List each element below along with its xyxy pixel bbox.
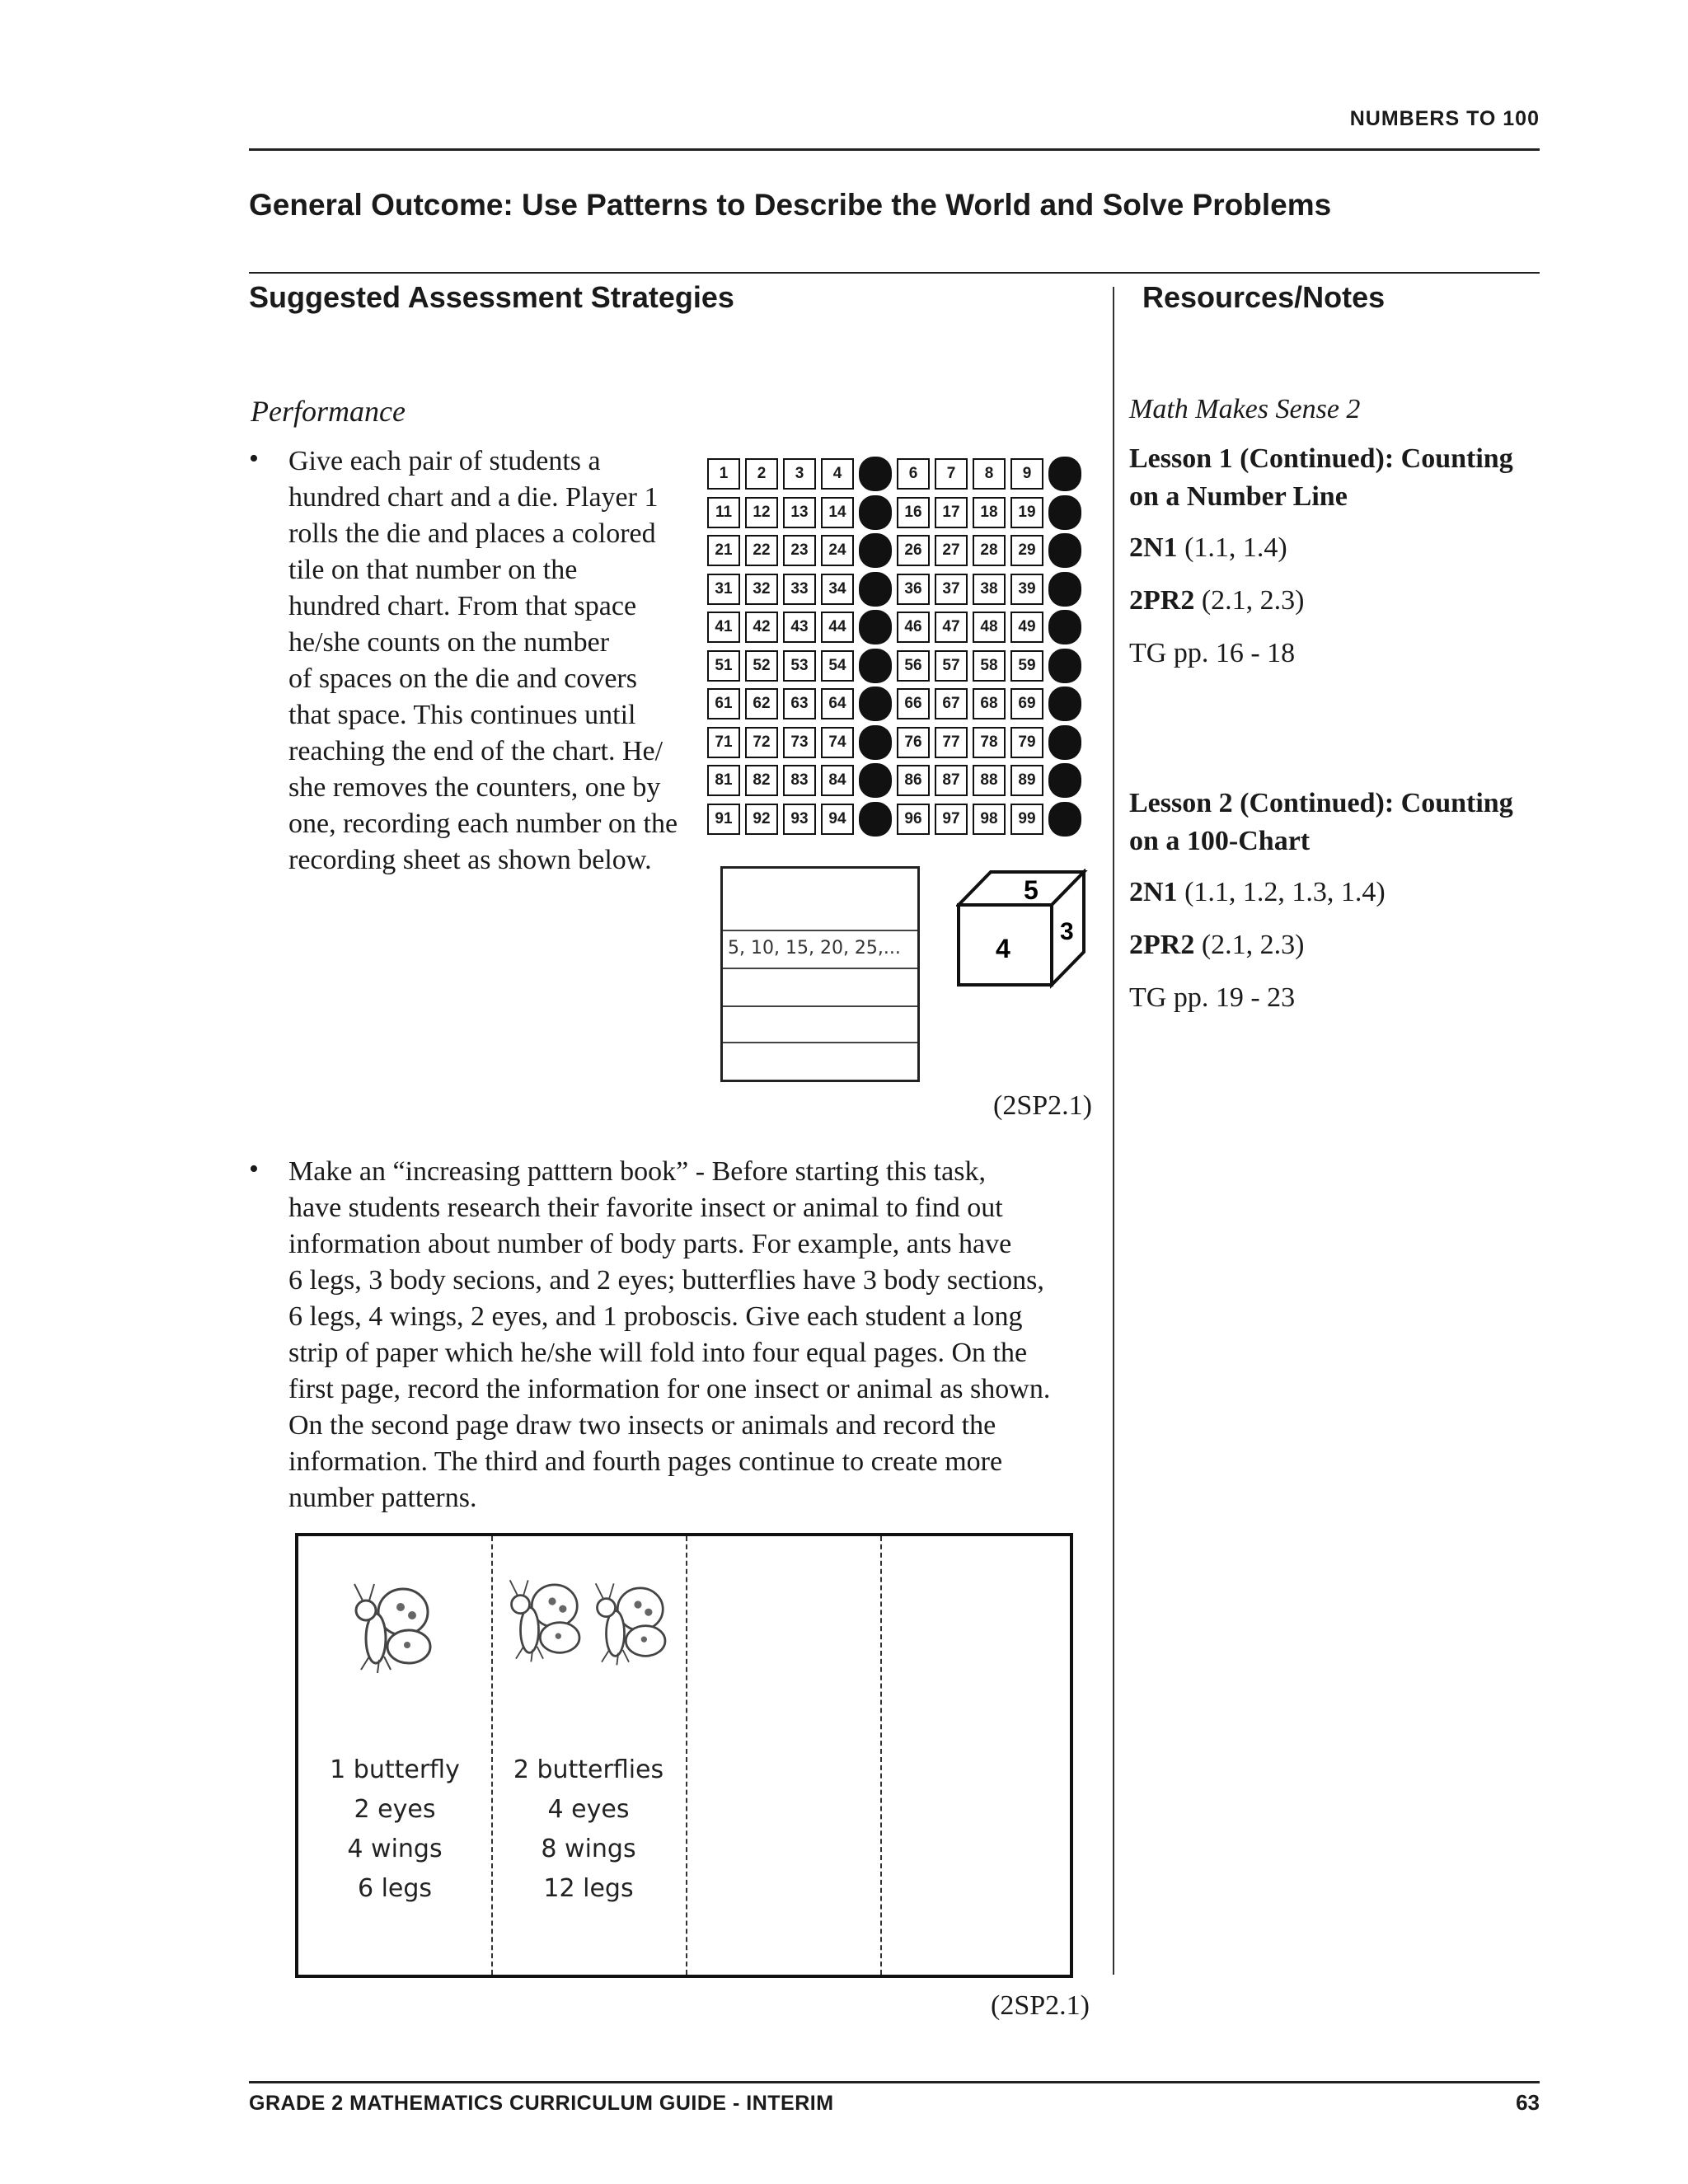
covered-tile: [1048, 687, 1081, 721]
item2-text: [288, 1154, 1104, 1516]
text-line: of spaces on the die and covers: [288, 663, 637, 694]
resources-column-heading: Resources/Notes: [1142, 280, 1386, 314]
book-line: 4 eyes: [547, 1795, 630, 1824]
hundred-chart-cell: 58: [973, 650, 1006, 682]
hundred-chart-cell: 53: [783, 650, 816, 682]
book-line: 4 wings: [347, 1835, 443, 1863]
hundred-chart-cell: 4: [821, 458, 854, 490]
hundred-chart-cell: 1: [707, 458, 740, 490]
book-page-2: [491, 1536, 686, 1975]
hundred-chart-cell: 56: [897, 650, 930, 682]
text-line: have students research their favorite insect or animal to find out: [288, 1193, 1003, 1223]
hundred-chart-cell: 89: [1010, 765, 1043, 796]
hundred-chart-cell: 79: [1010, 727, 1043, 758]
hundred-chart-cell: 18: [973, 497, 1006, 528]
text-line: hundred chart and a die. Player 1: [288, 482, 659, 513]
hundred-chart-cell: 32: [745, 574, 778, 605]
hundred-chart-cell: 64: [821, 688, 854, 719]
lesson-1-outcome: [1129, 582, 1525, 620]
hundred-chart-cell: 52: [745, 650, 778, 682]
text-line: On the second page draw two insects or animals and record the: [288, 1410, 996, 1441]
sheet-line: [723, 1042, 917, 1043]
general-outcome-title: General Outcome: Use Patterns to Describe the World and Solve Problems: [249, 188, 1332, 222]
book-line: 12 legs: [543, 1874, 634, 1903]
hundred-chart-cell: 47: [935, 612, 968, 643]
hundred-chart-cell: 61: [707, 688, 740, 719]
hundred-chart-cell: 48: [973, 612, 1006, 643]
book-line: 1 butterfly: [330, 1755, 460, 1784]
sheet-line: [723, 1005, 917, 1007]
covered-tile: [859, 533, 892, 568]
page-1-text: [298, 1750, 491, 1909]
hundred-chart-cell: 37: [935, 574, 968, 605]
book-page-1: [298, 1536, 491, 1975]
hundred-chart-cell: 14: [821, 497, 854, 528]
covered-tile: [1048, 649, 1081, 683]
running-header: NUMBERS TO 100: [1349, 107, 1540, 130]
die-icon: [956, 869, 1088, 989]
text-line: reaching the end of the chart. He/: [288, 736, 663, 766]
hundred-chart-cell: 77: [935, 727, 968, 758]
text-line: Give each pair of students a: [288, 446, 601, 476]
hundred-chart-cell: 73: [783, 727, 816, 758]
outcome-detail: (2.1, 2.3): [1194, 585, 1305, 616]
outcome-detail: (1.1, 1.4): [1177, 532, 1287, 563]
covered-tile: [1048, 572, 1081, 607]
covered-tile: [1048, 495, 1081, 530]
page-2-text: [491, 1750, 686, 1909]
hundred-chart-cell: 82: [745, 765, 778, 796]
text-line: he/she counts on the number: [288, 627, 610, 658]
book-page-4: [880, 1536, 1073, 1975]
hundred-chart-cell: 8: [973, 458, 1006, 490]
covered-tile: [859, 457, 892, 491]
recording-sheet-entry: 5, 10, 15, 20, 25,...: [728, 938, 901, 958]
assessment-column-heading: Suggested Assessment Strategies: [249, 280, 734, 314]
hundred-chart-cell: 24: [821, 535, 854, 566]
covered-tile: [859, 763, 892, 798]
butterfly-icon: [584, 1577, 674, 1668]
hundred-chart-cell: 46: [897, 612, 930, 643]
resource-book-title: Math Makes Sense 2: [1129, 394, 1361, 424]
lesson-1-title: Lesson 1 (Continued): Counting: [1129, 443, 1513, 474]
hundred-chart-cell: 26: [897, 535, 930, 566]
hundred-chart-cell: 81: [707, 765, 740, 796]
hundred-chart-cell: 92: [745, 804, 778, 835]
text-line: 6 legs, 4 wings, 2 eyes, and 1 proboscis. Give each student a long: [288, 1301, 1023, 1332]
text-line: 6 legs, 3 body secions, and 2 eyes; butterflies have 3 body sections,: [288, 1265, 1044, 1296]
outcome-rule: [249, 272, 1540, 274]
outcome-detail: (2.1, 2.3): [1194, 930, 1305, 960]
footer-title: GRADE 2 MATHEMATICS CURRICULUM GUIDE - INTERIM: [249, 2092, 834, 2115]
performance-heading: Performance: [251, 395, 406, 428]
butterfly-icon: [498, 1574, 588, 1665]
lesson-2-subtitle: on a 100-Chart: [1129, 826, 1311, 856]
text-line: one, recording each number on the: [288, 808, 678, 839]
hundred-chart-cell: 84: [821, 765, 854, 796]
item1-text: [288, 443, 709, 879]
hundred-chart-cell: 11: [707, 497, 740, 528]
bullet-icon: •: [249, 443, 259, 474]
book-line: 6 legs: [357, 1874, 433, 1903]
text-line: recording sheet as shown below.: [288, 845, 652, 875]
hundred-chart-cell: 71: [707, 727, 740, 758]
hundred-chart-cell: 62: [745, 688, 778, 719]
text-line: first page, record the information for one insect or animal as shown.: [288, 1374, 1051, 1404]
covered-tile: [859, 495, 892, 530]
hundred-chart-cell: 17: [935, 497, 968, 528]
sheet-line: [723, 968, 917, 969]
hundred-chart-cell: 12: [745, 497, 778, 528]
hundred-chart-cell: 16: [897, 497, 930, 528]
book-line: 2 eyes: [354, 1795, 436, 1824]
text-line: number patterns.: [288, 1483, 477, 1513]
hundred-chart-cell: 97: [935, 804, 968, 835]
text-line: that space. This continues until: [288, 700, 636, 730]
hundred-chart-cell: 44: [821, 612, 854, 643]
outcome-code: 2N1: [1129, 532, 1178, 563]
page-number: 63: [1516, 2090, 1540, 2115]
hundred-chart-cell: 39: [1010, 574, 1043, 605]
hundred-chart-cell: 94: [821, 804, 854, 835]
outcome-code: 2PR2: [1129, 585, 1195, 616]
hundred-chart-cell: 42: [745, 612, 778, 643]
lesson-1-outcome: [1129, 529, 1525, 567]
text-line: she removes the counters, one by: [288, 772, 661, 803]
bullet-icon: •: [249, 1154, 259, 1184]
hundred-chart-cell: 72: [745, 727, 778, 758]
outcome-code: 2PR2: [1129, 930, 1195, 960]
text-line: hundred chart. From that space: [288, 591, 637, 621]
hundred-chart-cell: 78: [973, 727, 1006, 758]
hundred-chart-cell: 66: [897, 688, 930, 719]
hundred-chart-cell: 36: [897, 574, 930, 605]
text-line: tile on that number on the: [288, 555, 578, 585]
resources-notes: [1129, 391, 1525, 1017]
covered-tile: [1048, 610, 1081, 644]
hundred-chart-cell: 98: [973, 804, 1006, 835]
covered-tile: [859, 725, 892, 760]
covered-tile: [859, 610, 892, 644]
hundred-chart-cell: 68: [973, 688, 1006, 719]
hundred-chart: [707, 458, 1093, 839]
hundred-chart-cell: 31: [707, 574, 740, 605]
text-line: information. The third and fourth pages continue to create more: [288, 1446, 1003, 1477]
text-line: rolls the die and places a colored: [288, 518, 656, 549]
hundred-chart-cell: 93: [783, 804, 816, 835]
hundred-chart-cell: 28: [973, 535, 1006, 566]
covered-tile: [1048, 802, 1081, 837]
hundred-chart-cell: 13: [783, 497, 816, 528]
hundred-chart-cell: 2: [745, 458, 778, 490]
hundred-chart-cell: 91: [707, 804, 740, 835]
hundred-chart-cell: 96: [897, 804, 930, 835]
hundred-chart-cell: 83: [783, 765, 816, 796]
hundred-chart-cell: 43: [783, 612, 816, 643]
outcome-reference: (2SP2.1): [993, 1090, 1092, 1121]
recording-sheet: [720, 866, 920, 1082]
hundred-chart-cell: 7: [935, 458, 968, 490]
covered-tile: [1048, 763, 1081, 798]
covered-tile: [1048, 725, 1081, 760]
hundred-chart-cell: 69: [1010, 688, 1043, 719]
pattern-book: [295, 1533, 1073, 1978]
die-top-value: 5: [1024, 875, 1039, 905]
lesson-2-outcome: [1129, 926, 1525, 964]
hundred-chart-cell: 41: [707, 612, 740, 643]
hundred-chart-cell: 3: [783, 458, 816, 490]
hundred-chart-cell: 29: [1010, 535, 1043, 566]
covered-tile: [859, 649, 892, 683]
book-line: 8 wings: [541, 1835, 636, 1863]
die-front-value: 4: [996, 934, 1010, 963]
book-page-3: [686, 1536, 880, 1975]
butterfly-icon: [341, 1577, 440, 1676]
book-line: 2 butterflies: [513, 1755, 664, 1784]
covered-tile: [859, 802, 892, 837]
covered-tile: [1048, 533, 1081, 568]
covered-tile: [859, 687, 892, 721]
outcome-detail: (1.1, 1.2, 1.3, 1.4): [1177, 877, 1386, 907]
lesson-2-teacher-guide: TG pp. 19 - 23: [1129, 982, 1296, 1013]
lesson-1-subtitle: on a Number Line: [1129, 481, 1348, 512]
hundred-chart-cell: 38: [973, 574, 1006, 605]
outcome-code: 2N1: [1129, 877, 1178, 907]
hundred-chart-cell: 63: [783, 688, 816, 719]
outcome-reference: (2SP2.1): [991, 1990, 1090, 2021]
hundred-chart-cell: 51: [707, 650, 740, 682]
hundred-chart-cell: 67: [935, 688, 968, 719]
hundred-chart-cell: 23: [783, 535, 816, 566]
text-line: strip of paper which he/she will fold into four equal pages. On the: [288, 1338, 1028, 1368]
lesson-2-outcome: [1129, 874, 1525, 912]
hundred-chart-cell: 87: [935, 765, 968, 796]
hundred-chart-cell: 99: [1010, 804, 1043, 835]
sheet-line: [723, 930, 917, 931]
lesson-2-title: Lesson 2 (Continued): Counting: [1129, 788, 1513, 818]
hundred-chart-cell: 49: [1010, 612, 1043, 643]
covered-tile: [859, 572, 892, 607]
hundred-chart-cell: 27: [935, 535, 968, 566]
hundred-chart-cell: 6: [897, 458, 930, 490]
hundred-chart-cell: 88: [973, 765, 1006, 796]
footer-rule: [249, 2081, 1540, 2083]
hundred-chart-cell: 76: [897, 727, 930, 758]
hundred-chart-cell: 9: [1010, 458, 1043, 490]
hundred-chart-cell: 86: [897, 765, 930, 796]
header-rule: [249, 148, 1540, 151]
text-line: information about number of body parts. For example, ants have: [288, 1229, 1012, 1259]
hundred-chart-cell: 33: [783, 574, 816, 605]
text-line: Make an “increasing patttern book” - Before starting this task,: [288, 1156, 986, 1187]
hundred-chart-cell: 34: [821, 574, 854, 605]
hundred-chart-cell: 21: [707, 535, 740, 566]
hundred-chart-cell: 57: [935, 650, 968, 682]
hundred-chart-cell: 59: [1010, 650, 1043, 682]
hundred-chart-cell: 22: [745, 535, 778, 566]
hundred-chart-cell: 19: [1010, 497, 1043, 528]
lesson-1-teacher-guide: TG pp. 16 - 18: [1129, 638, 1296, 668]
column-divider: [1113, 287, 1114, 1975]
hundred-chart-cell: 74: [821, 727, 854, 758]
die-side-value: 3: [1060, 918, 1074, 945]
hundred-chart-cell: 54: [821, 650, 854, 682]
covered-tile: [1048, 457, 1081, 491]
